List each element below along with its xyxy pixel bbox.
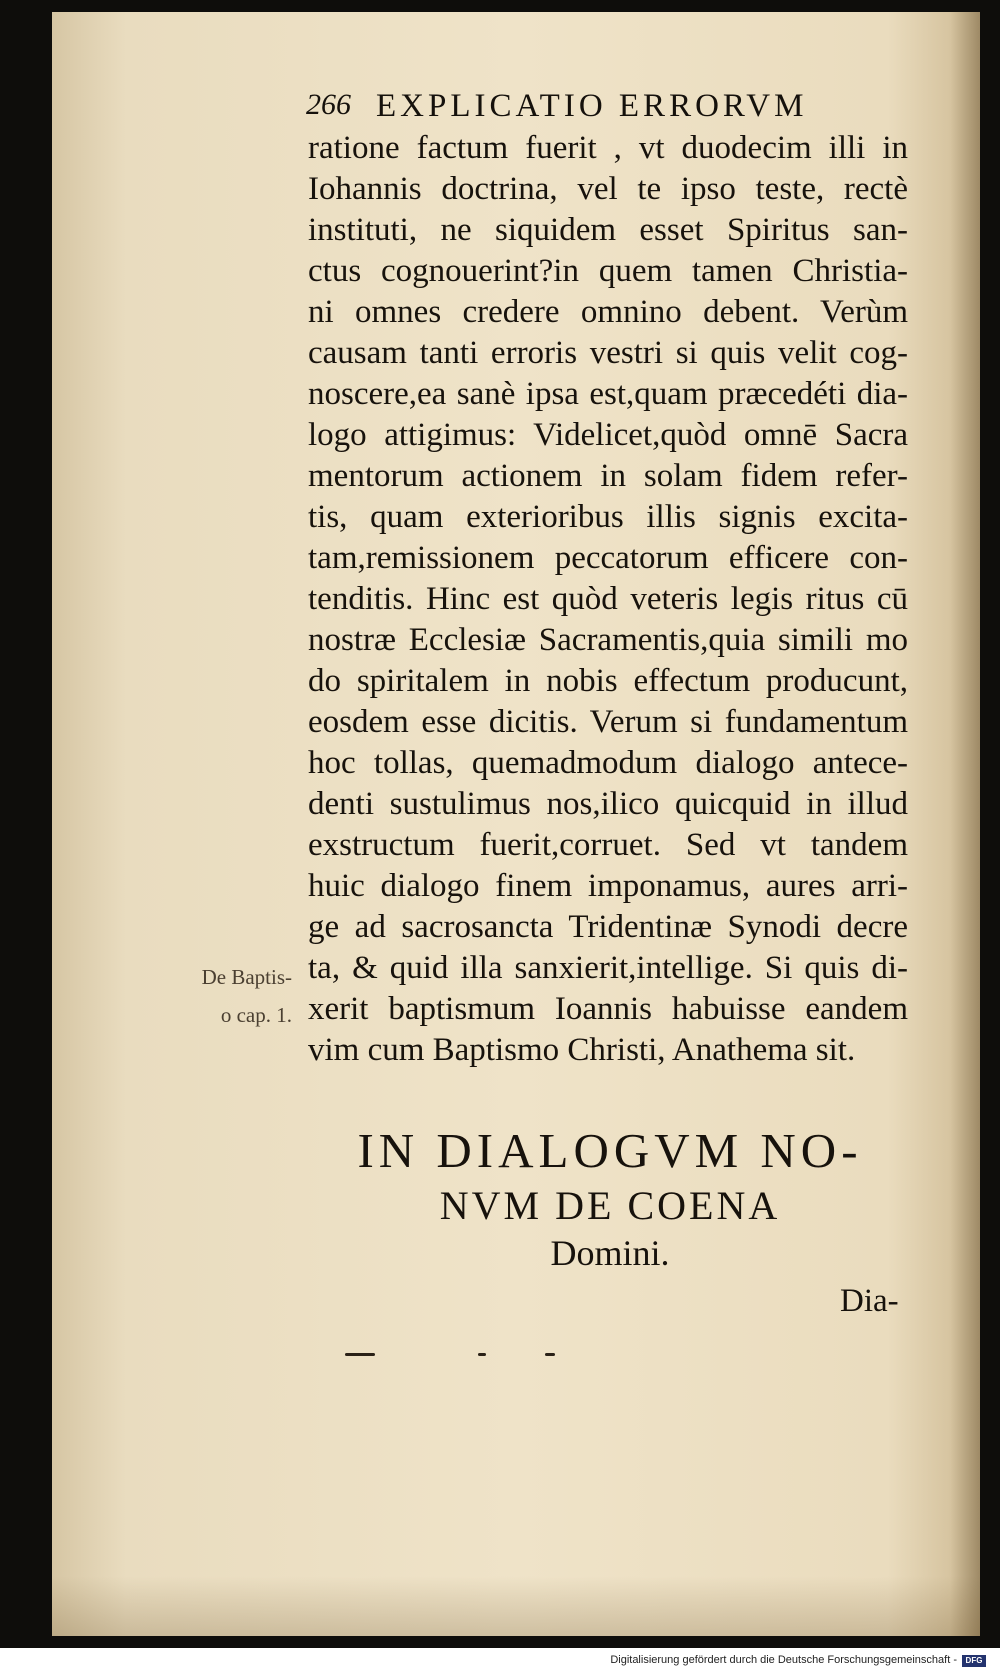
text-line: denti sustulimus nos,ilico quicquid in illud [308, 786, 908, 822]
text-line: causam tanti erroris vestri si quis velit cog- [308, 335, 908, 371]
marginal-note-line: o cap. 1. [220, 1003, 292, 1027]
page-spine-shadow [950, 12, 980, 1636]
page-edge-shade [52, 1576, 980, 1636]
digitization-credit [0, 1654, 985, 1666]
text-line: logo attigimus: Videlicet,quòd omnē Sacra [308, 417, 908, 453]
running-head [306, 88, 906, 128]
text-line: do spiritalem in nobis effectum producunt, [308, 663, 908, 699]
text-line: noscere,ea sanè ipsa est,quam præcedéti dia- [308, 376, 908, 412]
text-line: exstructum fuerit,corruet. Sed vt tandem [308, 827, 908, 863]
text-line: tam,remissionem peccatorum efficere con- [308, 540, 908, 576]
catchword: Dia- [840, 1283, 899, 1319]
section-heading-line-3: Domini. [550, 1233, 670, 1273]
text-line: nostræ Ecclesiæ Sacramentis,quia simili mo [308, 622, 908, 658]
marginal-note-line: De Baptis- [201, 965, 292, 989]
running-head-title: EXPLICATIO ERRORVM [376, 88, 808, 124]
text-line: hoc tollas, quemadmodum dialogo antece- [308, 745, 908, 781]
text-line: instituti, ne siquidem esset Spiritus san- [308, 212, 908, 248]
text-line: Iohannis doctrina, vel te ipso teste, rectè [308, 171, 908, 207]
ink-smudge [478, 1353, 486, 1356]
text-line: ctus cognouerint?in quem tamen Christia- [308, 253, 908, 289]
text-line: xerit baptismum Ioannis habuisse eandem [308, 991, 908, 1027]
ink-smudge [545, 1353, 555, 1356]
section-heading-line-2: NVM DE COENA [439, 1183, 781, 1228]
body-text [308, 128, 908, 1071]
text-line: ratione factum fuerit , vt duodecim illi in [308, 130, 908, 166]
page-number: 266 [306, 88, 351, 121]
ink-smudge [345, 1353, 375, 1356]
text-line: tenditis. Hinc est quòd veteris legis ritus cū [308, 581, 908, 617]
text-line: huic dialogo finem imponamus, aures arri- [308, 868, 908, 904]
text-line: eosdem esse dicitis. Verum si fundamentum [308, 704, 908, 740]
text-line: mentorum actionem in solam fidem refer- [308, 458, 908, 494]
section-heading-line-1: IN DIALOGVM NO- [357, 1123, 863, 1178]
text-line: vim cum Baptismo Christi, Anathema sit. [308, 1032, 856, 1068]
text-line: tis, quam exterioribus illis signis excita- [308, 499, 908, 535]
text-line: ni omnes credere omnino debent. Verùm [308, 294, 908, 330]
dfg-logo: DFG [962, 1655, 986, 1667]
marginal-note [162, 958, 292, 1034]
credit-text: Digitalisierung gefördert durch die Deutsche Forschungsgemeinschaft - [610, 1654, 957, 1666]
text-line: ge ad sacrosancta Tridentinæ Synodi decre [308, 909, 908, 945]
text-line: ta, & quid illa sanxierit,intellige. Si quis di- [308, 950, 908, 986]
